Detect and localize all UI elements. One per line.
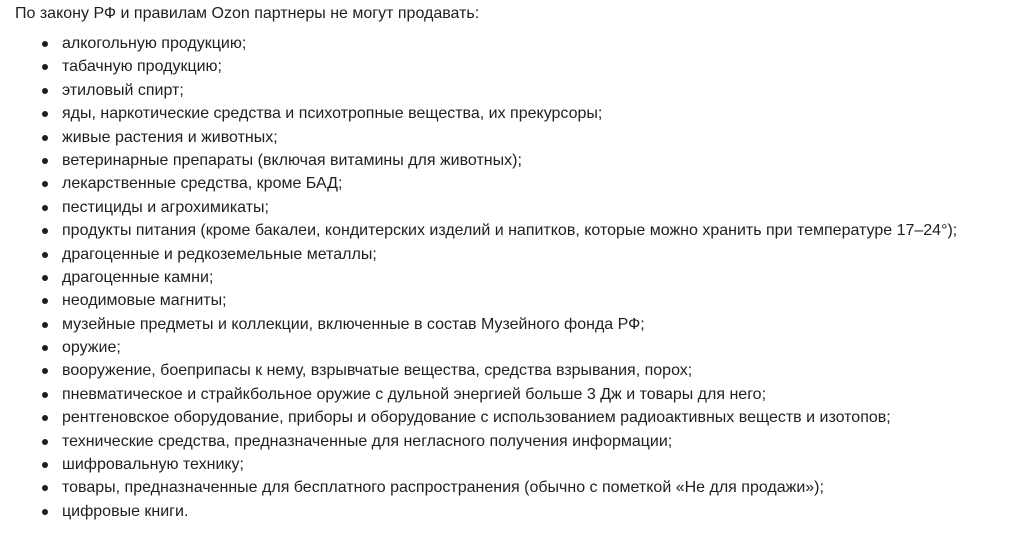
list-item-text: пневматическое и страйкбольное оружие с дульной энергией больше 3 Дж и товары для него;: [62, 385, 767, 403]
bullet-icon: [42, 252, 48, 258]
bullet-icon: [42, 158, 48, 164]
list-item: [15, 359, 1024, 382]
list-item: [15, 500, 1024, 523]
bullet-icon: [42, 485, 48, 491]
bullet-icon: [42, 205, 48, 211]
list-item-text: товары, предназначенные для бесплатного распространения (обычно с пометкой «Не для продажи»);: [62, 479, 824, 497]
list-item-text: продукты питания (кроме бакалеи, кондитерских изделий и напитков, которые можно хранить при температуре 17–24°);: [62, 222, 958, 240]
bullet-icon: [42, 298, 48, 304]
list-item-text: яды, наркотические средства и психотропные вещества, их прекурсоры;: [62, 105, 603, 123]
list-item: [15, 453, 1024, 476]
list-item: [15, 313, 1024, 336]
bullet-icon: [42, 111, 48, 117]
list-item: [15, 336, 1024, 359]
restrictions-section: [15, 3, 1024, 523]
list-item-text: алкогольную продукцию;: [62, 35, 247, 52]
list-item-text: ветеринарные препараты (включая витамины для животных);: [62, 151, 522, 169]
list-item-text: музейные предметы и коллекции, включенные в состав Музейного фонда РФ;: [62, 315, 645, 333]
list-item-text: оружие;: [62, 339, 121, 357]
bullet-icon: [42, 322, 48, 328]
list-item: [15, 55, 1024, 78]
list-item-text: живые растения и животных;: [62, 128, 278, 146]
list-item: [15, 219, 1024, 242]
list-item-text: цифровые книги.: [62, 502, 189, 520]
list-item: [15, 243, 1024, 266]
bullet-icon: [42, 88, 48, 94]
list-item-text: драгоценные и редкоземельные металлы;: [62, 245, 377, 263]
list-item: [15, 266, 1024, 289]
bullet-icon: [42, 345, 48, 351]
bullet-icon: [42, 41, 48, 47]
list-item-text: табачную продукцию;: [62, 58, 222, 76]
bullet-icon: [42, 181, 48, 187]
bullet-icon: [42, 228, 48, 234]
list-item: [15, 289, 1024, 312]
bullet-icon: [42, 392, 48, 398]
list-item: [15, 126, 1024, 149]
bullet-icon: [42, 368, 48, 374]
list-item-text: шифровальную технику;: [62, 456, 244, 474]
list-item-text: драгоценные камни;: [62, 268, 214, 286]
list-item: [15, 383, 1024, 406]
bullet-icon: [42, 439, 48, 445]
restricted-goods-list: [15, 32, 1024, 523]
list-item: [15, 430, 1024, 453]
bullet-icon: [42, 509, 48, 515]
list-item-text: неодимовые магниты;: [62, 292, 227, 310]
list-item: [15, 476, 1024, 499]
list-item-text: лекарственные средства, кроме БАД;: [62, 175, 343, 193]
list-item-text: технические средства, предназначенные для негласного получения информации;: [62, 432, 673, 450]
list-item-text: вооружение, боеприпасы к нему, взрывчатые вещества, средства взрывания, порох;: [62, 362, 693, 380]
intro-text: По закону РФ и правилам Ozon партнеры не могут продавать:: [15, 5, 480, 22]
list-item: [15, 32, 1024, 55]
list-item: [15, 79, 1024, 102]
list-item: [15, 406, 1024, 429]
list-item: [15, 102, 1024, 125]
list-item: [15, 196, 1024, 219]
list-item: [15, 172, 1024, 195]
bullet-icon: [42, 415, 48, 421]
list-item: [15, 149, 1024, 172]
bullet-icon: [42, 275, 48, 281]
list-item-text: этиловый спирт;: [62, 81, 184, 99]
bullet-icon: [42, 135, 48, 141]
bullet-icon: [42, 64, 48, 70]
list-item-text: рентгеновское оборудование, приборы и оборудование с использованием радиоактивных веществ и изотопов;: [62, 409, 891, 427]
bullet-icon: [42, 462, 48, 468]
list-item-text: пестициды и агрохимикаты;: [62, 198, 269, 216]
